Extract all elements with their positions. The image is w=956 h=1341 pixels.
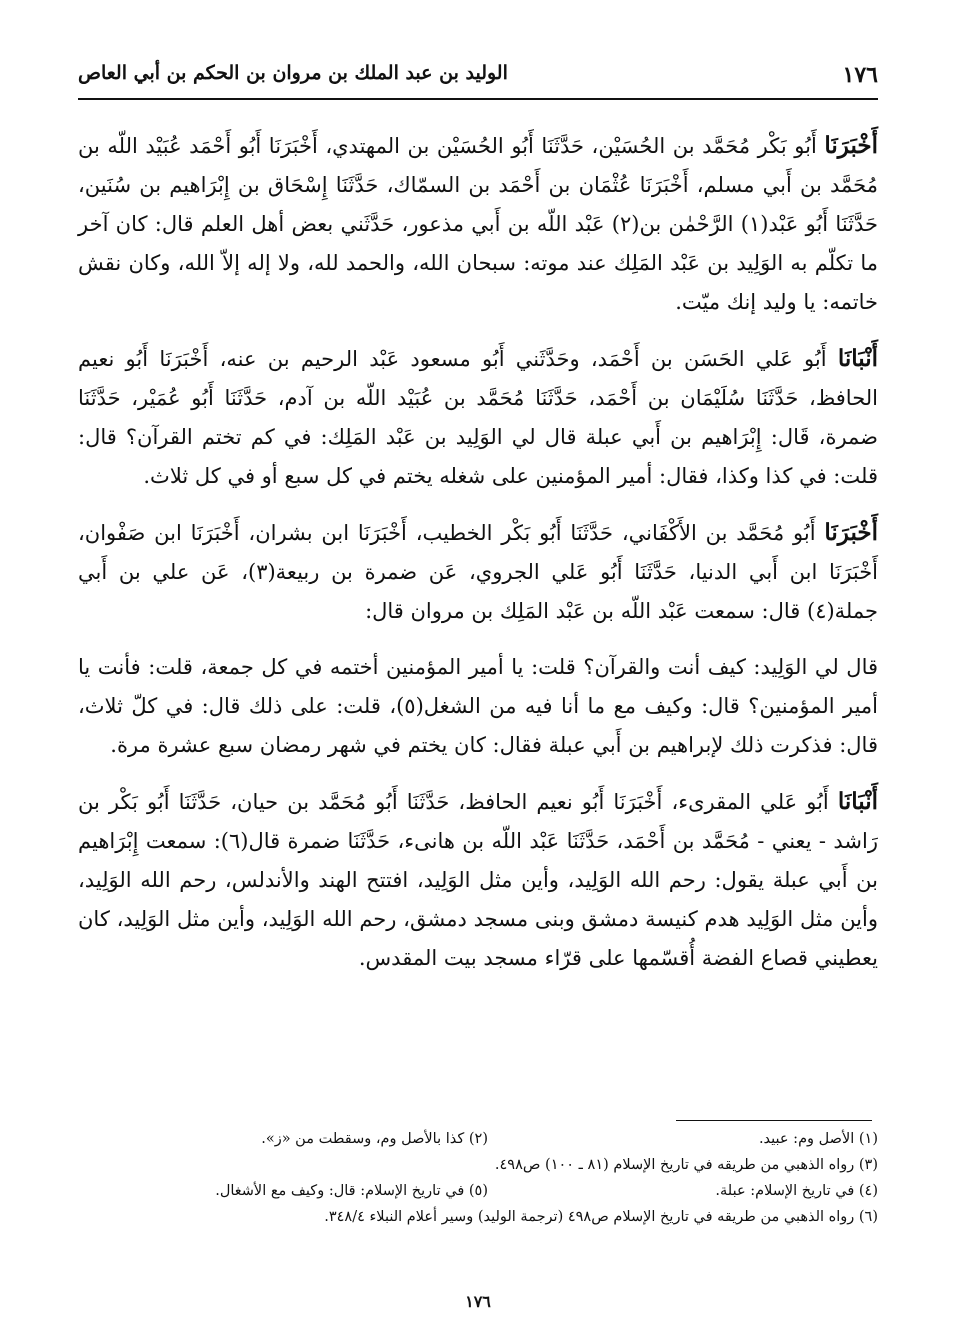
paragraph-text: أَبُو عَلي الحَسَن بن أَحْمَد، وحَدَّثَني أَبُو مسعود عَبْد الرحيم بن عنه، أَخْبَرَنَا أَبُو نعيم الحافظ، حَدَّثَنَا سُلَيْمَان بن أَحْمَد، حَدَّثَنَا مُحَمَّد بن عُبَيْد اللّه بن آدم، حَدَّثَنَا أَبُو عُمَيْر، حَدَّثَنَا ضمرة، قَال: إِبْرَاهيم بن أَبي عبلة قال لي الوَلِيد بن عَبْد المَلِك: في كم تختم القرآن؟ قال: قلت: في كذا وكذا، فقال: أمير المؤمنين على شغله يختم في كل سبع أو في كل ثلاث. [78,347,878,488]
footnote-2: (٢) كذا بالأصل وم، وسقطت من «ز». [261,1131,488,1147]
paragraph-text: أَبُو مُحَمَّد بن الأَكْفَاني، حَدَّثَنَا أَبُو بَكْر الخطيب، أَخْبَرَنَا ابن بشران، أَخْبَرَنَا ابن صَفْوان، أَخْبَرَنَا ابن أَبي الدنيا، حَدَّثَنَا أَبُو عَلي الجروي، عَن ضمرة بن ربيعة(٣)، عَن علي بن أَبي جملة(٤) قال: سمعت عَبْد اللّه بن عَبْد المَلِك بن مروان قال: [78,521,879,623]
footnote-row [78,1178,878,1204]
footnote-3: (٣) رواه الذهبي من طريقه في تاريخ الإسلام (٨١ ـ ١٠٠) ص٤٩٨. [494,1157,878,1173]
paragraph-lead-word: أَخْبَرَنَا [824,132,878,159]
paragraph [78,339,878,496]
footnotes [78,1126,878,1230]
header-page-number: ١٧٦ [842,62,878,88]
footnote-row [78,1152,878,1178]
paragraph-lead-word: أَخْبَرَنَا [824,519,878,546]
paragraph [78,126,878,322]
footnote-row [78,1126,878,1152]
paragraph-text: قال لي الوَلِيد: كيف أنت والقرآن؟ قلت: يا أمير المؤمنين أختمه في كل جمعة، قلت: فأنت يا أمير المؤمنين؟ قال: وكيف مع ما أنا فيه من الشغل(٥)، قلت: على ذلك قال: في كلّ ثلاث، قال: فذكرت ذلك لإبراهيم بن أَبي عبلة فقال: كان يختم في شهر رمضان سبع عشرة مرة. [78,655,878,757]
header-title: الوليد بن عبد الملك بن مروان بن الحكم بن أبي العاص [78,62,508,84]
paragraph [78,513,878,631]
footnote-row [78,1204,878,1230]
main-text [78,126,878,995]
paragraph-text: أَبُو عَلي المقرىء، أَخْبَرَنَا أَبُو نعيم الحافظ، حَدَّثَنَا أَبُو مُحَمَّد بن حيان، حَدَّثَنَا أَبُو بَكْر بن رَاشد - يعني - مُحَمَّد بن أَحْمَد، حَدَّثَنَا عَبْد اللّه بن هانىء، حَدَّثَنَا ضمرة قال(٦): سمعت إِبْرَاهيم بن أَبي عبلة يقول: رحم الله الوَلِيد، وأين مثل الوَلِيد، افتتح الهند والأندلس، رحم الله الوَلِيد، وأين مثل الوَلِيد هدم كنيسة دمشق وبنى مسجد دمشق، رحم الله الوَلِيد، وأين مثل الوَلِيد، كان يعطيني قصاع الفضة أُقسّمها على قرّاء مسجد بيت المقدس. [78,790,878,970]
footnote-1: (١) الأصل وم: عبيد. [758,1131,878,1147]
paragraph-lead-word: أَنْبَانَا [837,788,878,815]
paragraph-text: أَبُو بَكْر مُحَمَّد بن الحُسَيْن، حَدَّثَنَا أَبُو الحُسَيْن بن المهتدي، أَخْبَرَنَا أَبُو أَحْمَد عُبَيْد اللّه بن مُحَمَّد بن أَبي مسلم، أَخْبَرَنَا عُثْمَان بن أَحْمَد بن السمّاك، حَدَّثَنَا إِسْحَاق بن إِبْرَاهيم بن سُنَين، حَدَّثَنَا أَبُو عَبْد(١) الرَّحْمٰن بن(٢) عَبْد اللّه بن أَبي مذعور، حَدَّثَني بعض أهل العلم قال: كان آخر ما تكلّم به الوَلِيد بن عَبْد المَلِك عند موته: سبحان الله، والحمد لله، ولا إله إلاّ الله، وكان نقش خاتمه: يا وليد إنك ميّت. [78,134,879,314]
paragraph [78,648,878,765]
footer-page-number: ١٧٦ [465,1292,491,1311]
footnote-6: (٦) رواه الذهبي من طريقه في تاريخ الإسلام ص٤٩٨ (ترجمة الوليد) وسير أعلام النبلاء ٣٤٨/٤. [324,1209,878,1225]
footnote-separator [676,1120,872,1121]
paragraph [78,782,878,978]
header-rule [78,98,878,100]
paragraph-lead-word: أَنْبَانَا [837,345,878,372]
footnote-5: (٥) في تاريخ الإسلام: قال: وكيف مع الأشغال. [215,1183,488,1199]
footnote-4: (٤) في تاريخ الإسلام: عبلة. [715,1183,878,1199]
running-header [78,62,878,96]
